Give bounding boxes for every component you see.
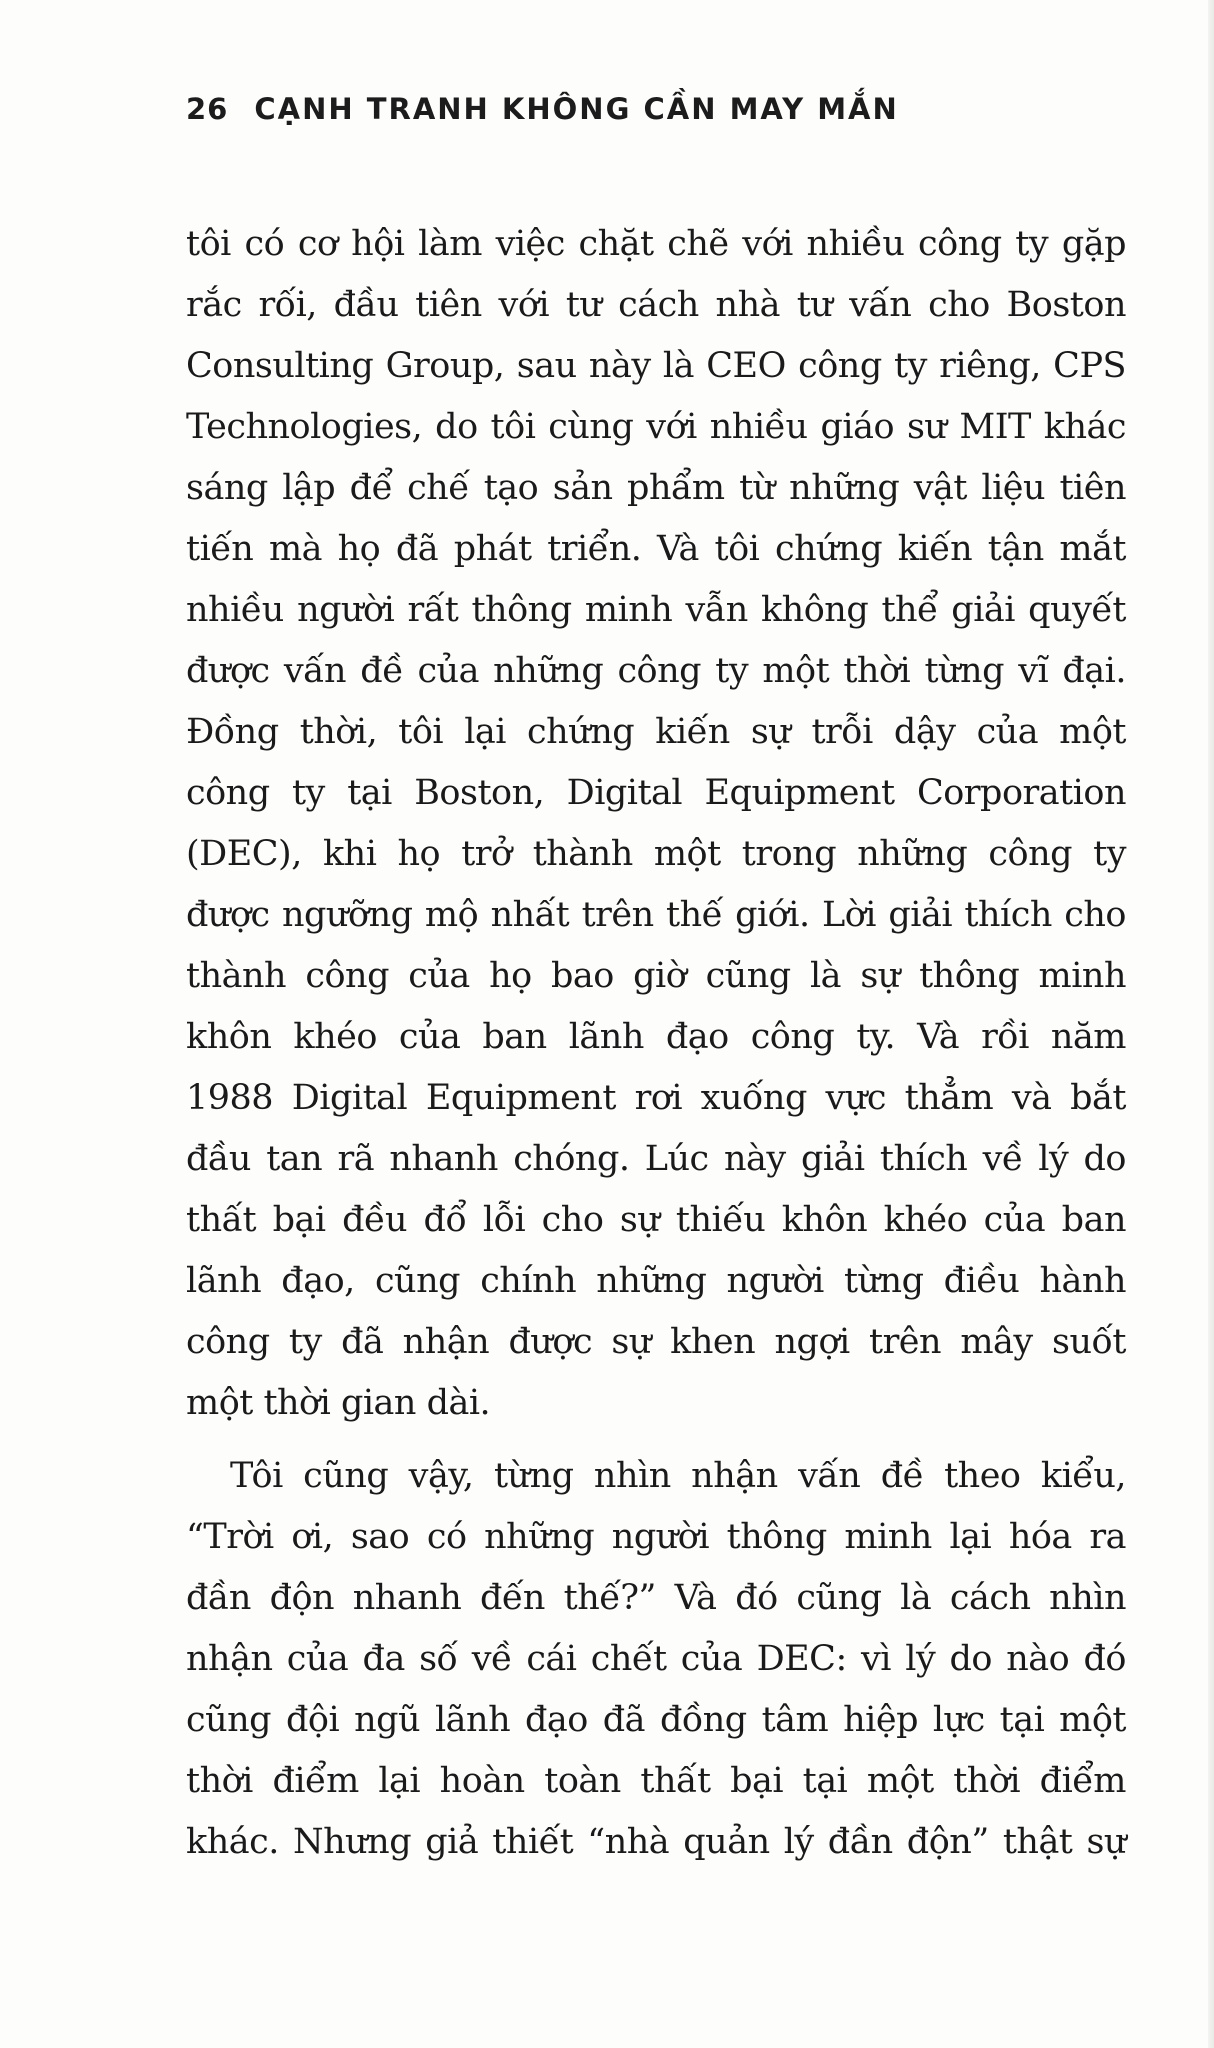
text-line: rắc rối, đầu tiên với tư cách nhà tư vấn cho Boston: [186, 285, 1126, 325]
text-line: Tôi cũng vậy, từng nhìn nhận vấn đề theo kiểu,: [230, 1456, 1126, 1496]
paragraph-gap: [186, 1434, 1126, 1446]
text-line: tiến mà họ đã phát triển. Và tôi chứng kiến tận mắt: [186, 529, 1126, 569]
text-line: được vấn đề của những công ty một thời từng vĩ đại.: [186, 651, 1126, 691]
text-line: thời điểm lại hoàn toàn thất bại tại một thời điểm: [186, 1761, 1126, 1801]
page-number: 26: [186, 92, 229, 126]
paragraph-1: [186, 214, 1126, 1434]
text-line: nhận của đa số về cái chết của DEC: vì lý do nào đó: [186, 1639, 1126, 1679]
text-line: đần độn nhanh đến thế?” Và đó cũng là cách nhìn: [186, 1578, 1126, 1618]
body-text: [186, 214, 1126, 1873]
text-line: Technologies, do tôi cùng với nhiều giáo sư MIT khác: [186, 407, 1126, 447]
text-line: Consulting Group, sau này là CEO công ty riêng, CPS: [186, 346, 1126, 386]
paragraph-2: [186, 1446, 1126, 1873]
text-line: tôi có cơ hội làm việc chặt chẽ với nhiều công ty gặp: [186, 224, 1126, 264]
text-line: 1988 Digital Equipment rơi xuống vực thẳm và bắt: [186, 1078, 1126, 1118]
text-line: nhiều người rất thông minh vẫn không thể giải quyết: [186, 590, 1126, 630]
text-line: công ty đã nhận được sự khen ngợi trên mây suốt: [186, 1322, 1126, 1362]
text-line: sáng lập để chế tạo sản phẩm từ những vật liệu tiên: [186, 468, 1126, 508]
text-line: lãnh đạo, cũng chính những người từng điều hành: [186, 1261, 1126, 1301]
book-title: CẠNH TRANH KHÔNG CẦN MAY MẮN: [254, 92, 899, 126]
page-edge: [1208, 0, 1214, 2048]
text-line: (DEC), khi họ trở thành một trong những công ty: [186, 834, 1126, 874]
text-line: khác. Nhưng giả thiết “nhà quản lý đần độn” thật sự: [186, 1822, 1126, 1862]
text-line: đầu tan rã nhanh chóng. Lúc này giải thích về lý do: [186, 1139, 1126, 1179]
text-line: thất bại đều đổ lỗi cho sự thiếu khôn khéo của ban: [186, 1200, 1126, 1240]
text-line: được ngưỡng mộ nhất trên thế giới. Lời giải thích cho: [186, 895, 1126, 935]
text-line: “Trời ơi, sao có những người thông minh lại hóa ra: [186, 1517, 1126, 1557]
text-line: cũng đội ngũ lãnh đạo đã đồng tâm hiệp lực tại một: [186, 1700, 1126, 1740]
text-line: khôn khéo của ban lãnh đạo công ty. Và rồi năm: [186, 1017, 1126, 1057]
text-line: một thời gian dài.: [186, 1383, 491, 1423]
text-line: công ty tại Boston, Digital Equipment Corporation: [186, 773, 1126, 813]
text-line: Đồng thời, tôi lại chứng kiến sự trỗi dậy của một: [186, 712, 1126, 752]
running-head: [186, 92, 899, 126]
text-line: thành công của họ bao giờ cũng là sự thông minh: [186, 956, 1126, 996]
